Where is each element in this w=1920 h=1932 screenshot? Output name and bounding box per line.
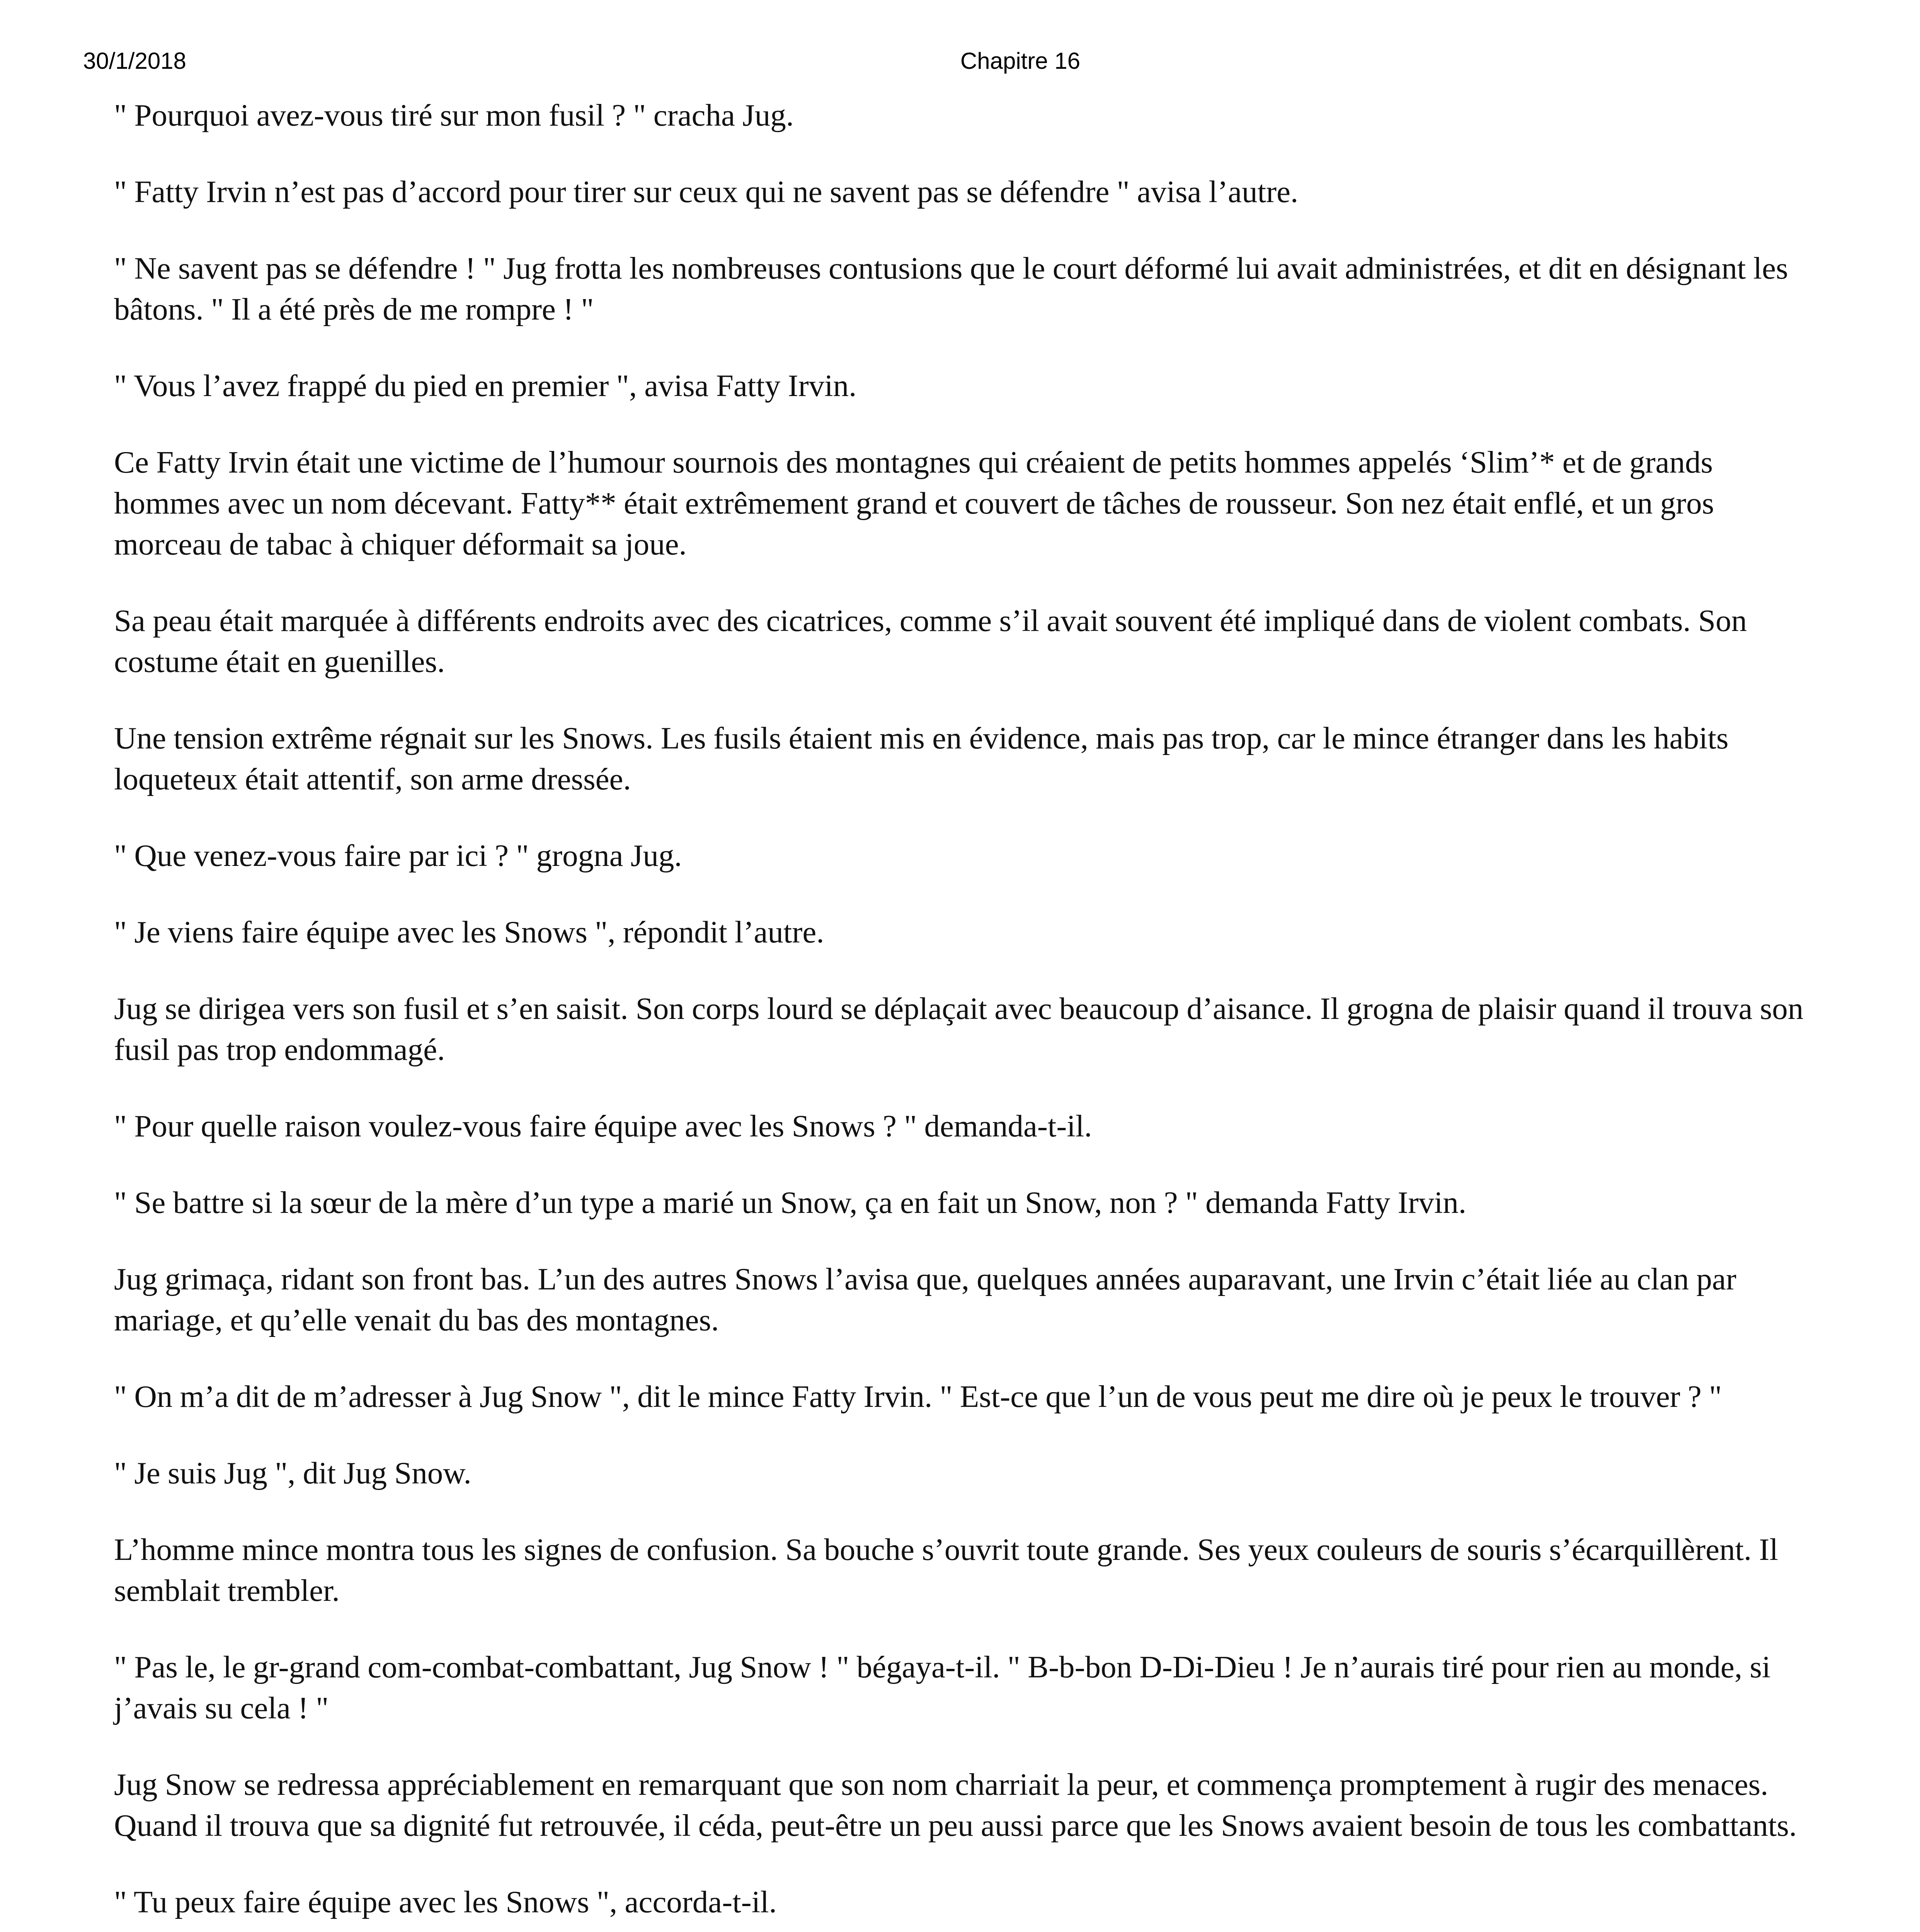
- paragraph-13: Jug grimaça, ridant son front bas. L’un des autres Snows l’avisa que, quelques années auparavant, une Irvin c’était liée au clan par mariage, et qu’elle venait du bas des montagnes.: [114, 1262, 1736, 1337]
- paragraph-9: " Je viens faire équipe avec les Snows ", répondit l’autre.: [114, 915, 824, 949]
- paragraph-10: Jug se dirigea vers son fusil et s’en saisit. Son corps lourd se déplaçait avec beaucoup d’aisance. Il grogna de plaisir quand il trouva son fusil pas trop endommagé.: [114, 991, 1804, 1067]
- paragraph-7: Une tension extrême régnait sur les Snows. Les fusils étaient mis en évidence, mais pas trop, car le mince étranger dans les habits loqueteux était attentif, son arme dressée.: [114, 721, 1729, 796]
- paragraph-19: " Tu peux faire équipe avec les Snows ", accorda-t-il.: [114, 1884, 777, 1919]
- paragraph-4: " Vous l’avez frappé du pied en premier ", avisa Fatty Irvin.: [114, 368, 857, 403]
- paragraph-16: L’homme mince montra tous les signes de confusion. Sa bouche s’ouvrit toute grande. Ses yeux couleurs de souris s’écarquillèrent. Il semblait trembler.: [114, 1532, 1778, 1608]
- paragraph-8: " Que venez-vous faire par ici ? " grogna Jug.: [114, 838, 682, 873]
- print-header: [0, 47, 1920, 82]
- paragraph-12: " Se battre si la sœur de la mère d’un type a marié un Snow, ça en fait un Snow, non ? " demanda Fatty Irvin.: [114, 1185, 1467, 1220]
- paragraph-11: " Pour quelle raison voulez-vous faire équipe avec les Snows ? " demanda-t-il.: [114, 1109, 1092, 1143]
- paragraph-14: " On m’a dit de m’adresser à Jug Snow ", dit le mince Fatty Irvin. " Est-ce que l’un de vous peut me dire où je peux le trouver ? ": [114, 1379, 1722, 1414]
- paragraph-2: " Fatty Irvin n’est pas d’accord pour tirer sur ceux qui ne savent pas se défendre " avisa l’autre.: [114, 174, 1299, 209]
- paragraph-5: Ce Fatty Irvin était une victime de l’humour sournois des montagnes qui créaient de petits hommes appelés ‘Slim’* et de grands hommes avec un nom décevant. Fatty** était extrêmement grand et couvert de tâches de rousseur. Son nez était enflé, et un gros morceau de tabac à chiquer déformait sa joue.: [114, 445, 1714, 561]
- paragraph-17: " Pas le, le gr-grand com-combat-combattant, Jug Snow ! " bégaya-t-il. " B-b-bon D-Di-Dieu ! Je n’aurais tiré pour rien au monde, si j’avais su cela ! ": [114, 1650, 1771, 1725]
- page-title: Chapitre 16: [960, 48, 1081, 74]
- print-date: 30/1/2018: [83, 48, 186, 74]
- paragraph-3: " Ne savent pas se défendre ! " Jug frotta les nombreuses contusions que le court déformé lui avait administrées, et dit en désignant les bâtons. " Il a été près de me rompre ! ": [114, 251, 1788, 327]
- chapter-text: [114, 95, 1807, 1932]
- paragraph-6: Sa peau était marquée à différents endroits avec des cicatrices, comme s’il avait souvent été impliqué dans de violent combats. Son costume était en guenilles.: [114, 603, 1747, 679]
- paragraph-18: Jug Snow se redressa appréciablement en remarquant que son nom charriait la peur, et commença promptement à rugir des menaces. Quand il trouva que sa dignité fut retrouvée, il céda, peut-être un peu aussi parce que les Snows avaient besoin de tous les combattants.: [114, 1767, 1797, 1843]
- paragraph-1: " Pourquoi avez-vous tiré sur mon fusil ? " cracha Jug.: [114, 98, 794, 133]
- paragraph-15: " Je suis Jug ", dit Jug Snow.: [114, 1456, 471, 1490]
